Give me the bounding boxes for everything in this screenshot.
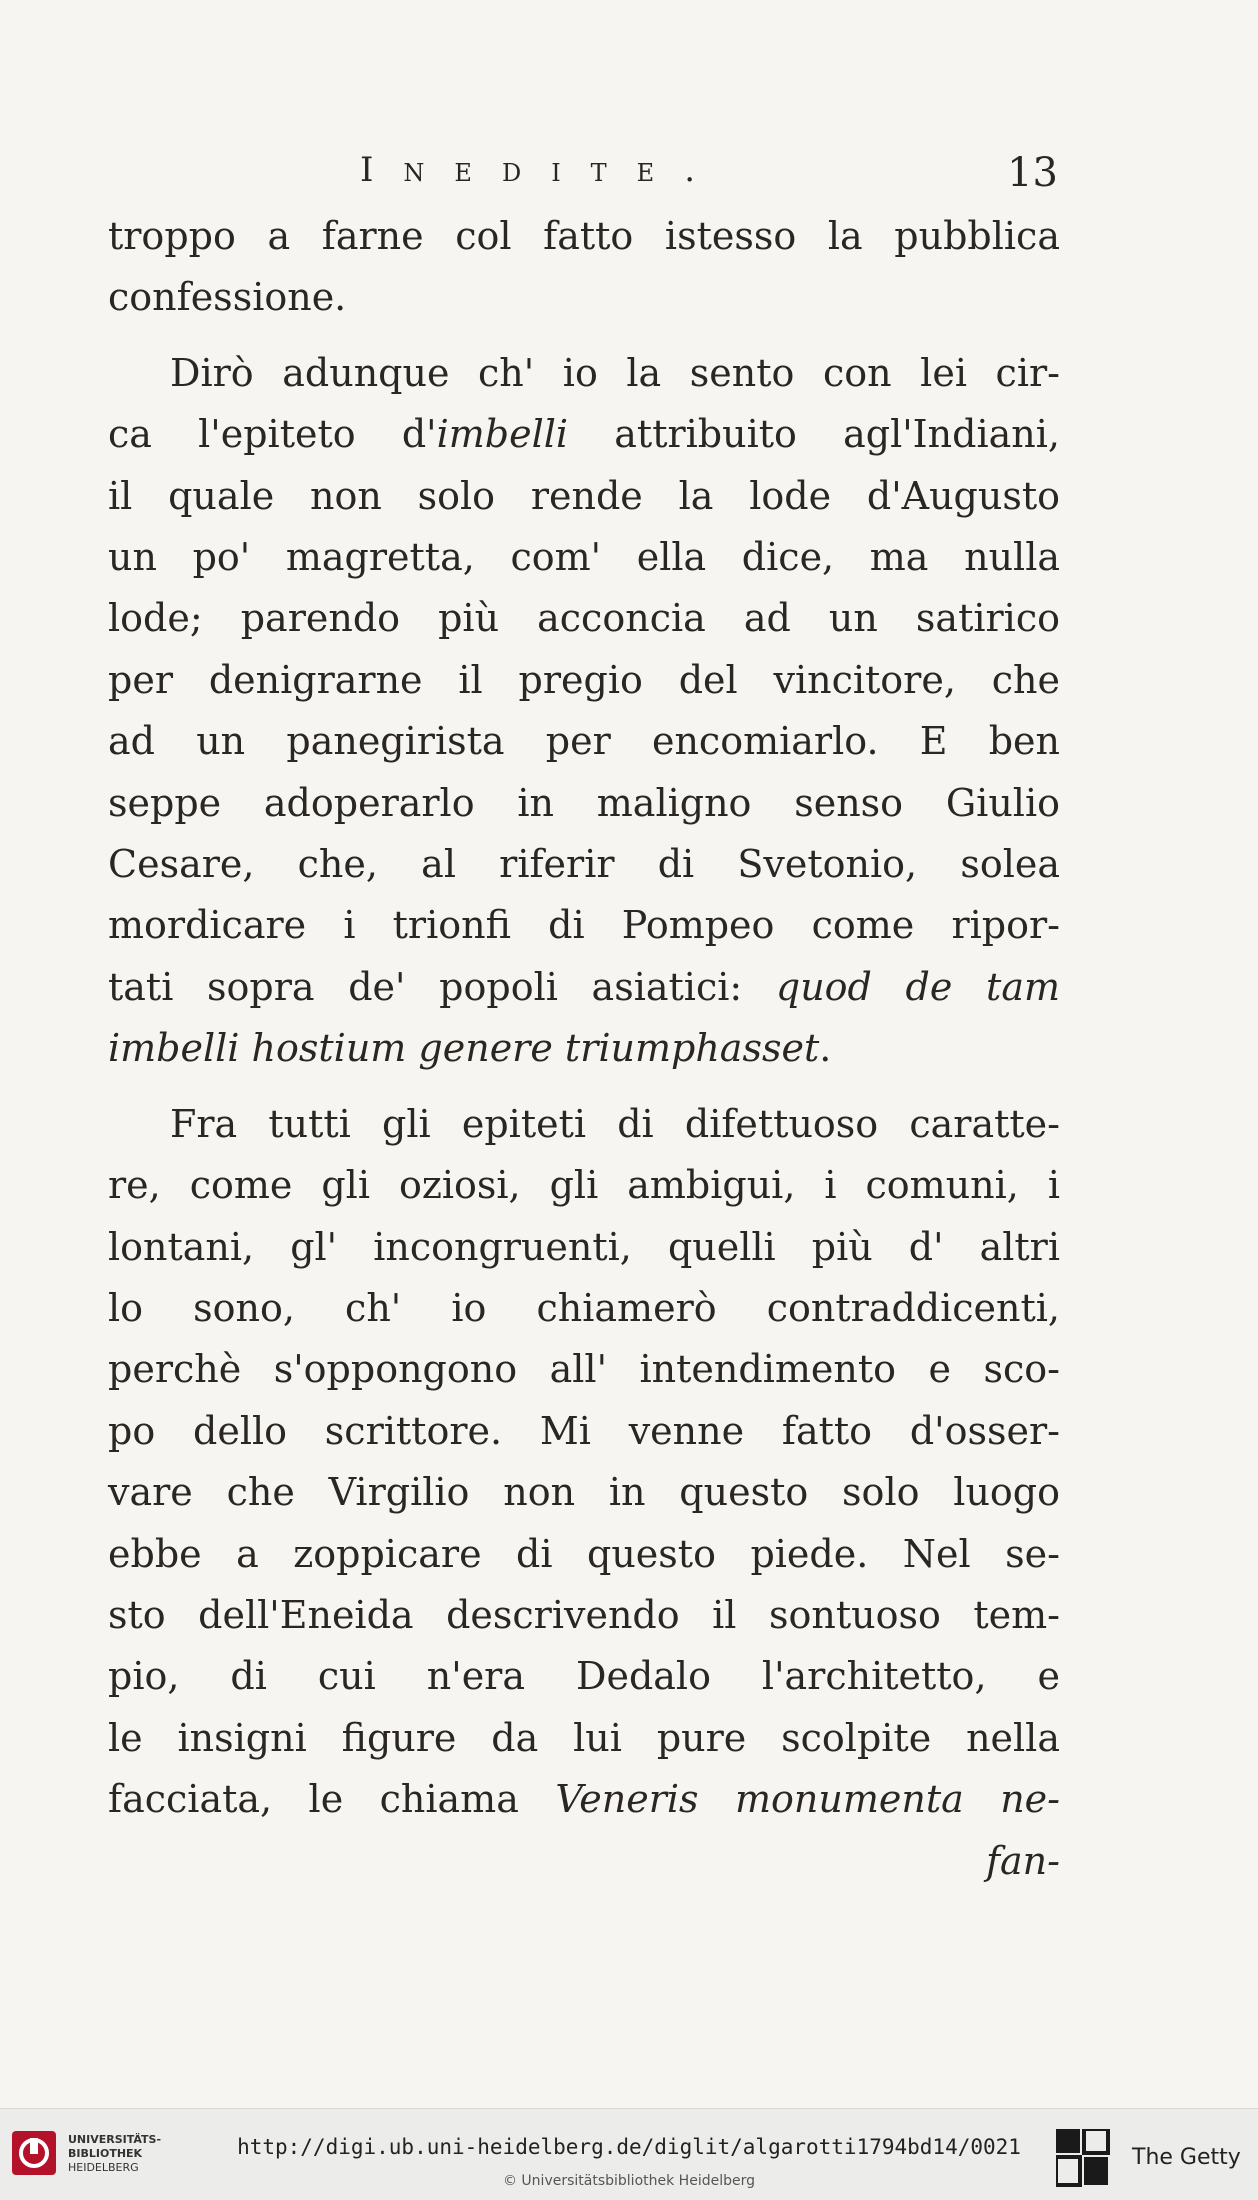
line-text: per denigrarne il pregio del vincitore, che: [108, 657, 1060, 702]
permalink-url[interactable]: http://digi.ub.uni-heidelberg.de/diglit/algarotti1794bd14/0021: [237, 2135, 1021, 2159]
line-text: ca l'epiteto d': [108, 412, 437, 457]
line-text: vare che Virgilio non in questo solo luogo: [108, 1470, 1060, 1515]
text-line: [108, 1094, 1060, 1155]
body-text: [108, 206, 1060, 1892]
text-line: [108, 404, 1060, 465]
line-text: Dirò adunque ch' io la sento con lei cir-: [170, 350, 1060, 395]
viewer-footer: [0, 2108, 1258, 2200]
line-text: po dello scrittore. Mi venne fatto d'osser-: [108, 1408, 1060, 1453]
line-text: confessione.: [108, 275, 347, 320]
getty-logo-icon[interactable]: [1056, 2129, 1110, 2187]
text-line: [108, 1155, 1060, 1216]
running-header: [110, 150, 1058, 200]
line-text: attribuito agl'Indiani,: [568, 412, 1060, 457]
line-text: ebbe a zoppicare di questo piede. Nel se-: [108, 1531, 1060, 1576]
line-text: tati sopra de' popoli asiatici:: [108, 964, 776, 1009]
page-number: 13: [1007, 150, 1058, 196]
getty-partner-name[interactable]: The Getty: [1132, 2145, 1241, 2170]
line-text: facciata, le chiama: [108, 1777, 556, 1822]
text-line: [108, 1831, 1060, 1892]
text-line: [108, 1462, 1060, 1523]
text-line: [108, 834, 1060, 895]
text-line: [108, 267, 1060, 328]
text-line: [108, 1585, 1060, 1646]
text-line: [108, 527, 1060, 588]
italic-text: imbelli hostium genere triumphasset: [108, 1026, 820, 1071]
line-text: lontani, gl' incongruenti, quelli più d' altri: [108, 1224, 1060, 1269]
italic-text: fan-: [985, 1838, 1060, 1883]
italic-text: Veneris monumenta ne-: [555, 1777, 1060, 1822]
line-text: re, come gli oziosi, gli ambigui, i comuni, i: [108, 1163, 1060, 1208]
running-title: Inedite.: [360, 150, 726, 190]
library-name-line-2: BIBLIOTHEK: [68, 2147, 143, 2160]
text-line: [108, 343, 1060, 404]
line-text: sto dell'Eneida descrivendo il sontuoso tem-: [108, 1592, 1060, 1637]
line-text: pio, di cui n'era Dedalo l'architetto, e: [108, 1654, 1060, 1699]
text-line: [108, 957, 1060, 1018]
text-line: [108, 1278, 1060, 1339]
library-name-line-3: HEIDELBERG: [68, 2161, 139, 2174]
text-line: [108, 711, 1060, 772]
text-line: [108, 1708, 1060, 1769]
copyright-notice: © Universitätsbibliothek Heidelberg: [502, 2173, 755, 2189]
line-text: lo sono, ch' io chiamerò contraddicenti,: [108, 1285, 1060, 1330]
line-text: un po' magretta, com' ella dice, ma nulla: [108, 535, 1060, 580]
line-text: mordicare i trionfi di Pompeo come ripor-: [108, 903, 1060, 948]
text-line: [108, 1401, 1060, 1462]
text-line: [108, 1217, 1060, 1278]
text-line: [108, 1018, 1060, 1079]
line-text: Fra tutti gli epiteti di difettuoso caratte-: [170, 1101, 1060, 1146]
text-line: [108, 206, 1060, 267]
text-line: [108, 1339, 1060, 1400]
line-text: perchè s'oppongono all' intendimento e sco-: [108, 1347, 1060, 1392]
text-line: [108, 650, 1060, 711]
text-line: [108, 1769, 1060, 1830]
line-text: seppe adoperarlo in maligno senso Giulio: [108, 780, 1060, 825]
text-line: [108, 1524, 1060, 1585]
text-line: [108, 466, 1060, 527]
text-line: [108, 773, 1060, 834]
text-line: [108, 588, 1060, 649]
line-text: le insigni figure da lui pure scolpite nella: [108, 1715, 1060, 1760]
line-text: ad un panegirista per encomiarlo. E ben: [108, 719, 1060, 764]
line-text: .: [819, 1026, 832, 1071]
line-text: troppo a farne col fatto istesso la pubblica: [108, 214, 1060, 258]
library-name-line-1: UNIVERSITÄTS-: [68, 2133, 162, 2146]
line-text: il quale non solo rende la lode d'Augusto: [108, 473, 1060, 518]
line-text: Cesare, che, al riferir di Svetonio, solea: [108, 842, 1060, 887]
italic-text: quod de tam: [775, 964, 1061, 1009]
text-line: [108, 1646, 1060, 1707]
italic-text: imbelli: [436, 412, 569, 457]
line-text: lode; parendo più acconcia ad un satirico: [108, 596, 1060, 641]
text-line: [108, 895, 1060, 956]
